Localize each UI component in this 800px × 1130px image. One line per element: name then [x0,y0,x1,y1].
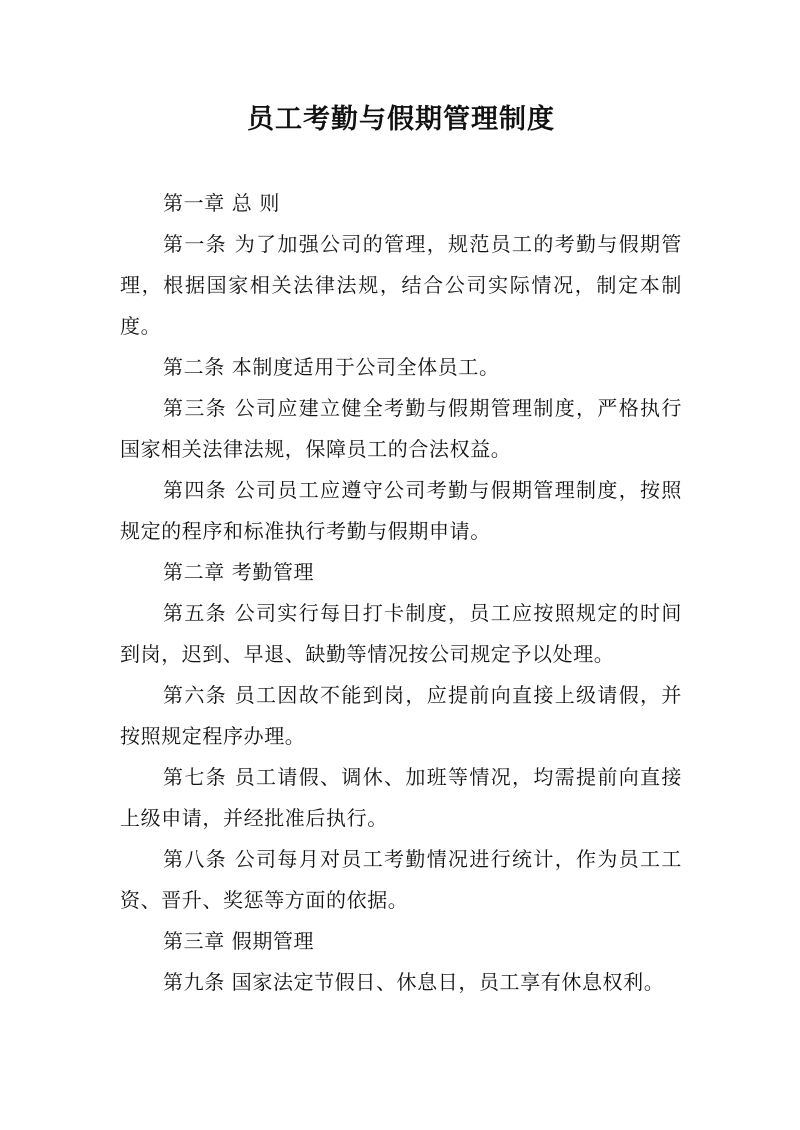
article-paragraph: 第七条 员工请假、调休、加班等情况，均需提前向直接上级申请，并经批准后执行。 [120,765,682,830]
chapter-heading: 第一章 总 则 [163,191,280,215]
article-paragraph: 第六条 员工因故不能到岗，应提前向直接上级请假，并按照规定程序办理。 [120,683,682,748]
document-title: 员工考勤与假期管理制度 [247,104,555,135]
chapter-heading: 第二章 考勤管理 [163,560,315,584]
chapter-heading: 第三章 假期管理 [163,929,315,953]
article-paragraph: 第一条 为了加强公司的管理，规范员工的考勤与假期管理，根据国家相关法律法规，结合公司实际情况，制定本制度。 [120,232,682,338]
article-paragraph: 第四条 公司员工应遵守公司考勤与假期管理制度，按照规定的程序和标准执行考勤与假期申请。 [120,478,682,543]
article-paragraph: 第五条 公司实行每日打卡制度，员工应按照规定的时间到岗，迟到、早退、缺勤等情况按公司规定予以处理。 [120,601,682,666]
article-paragraph: 第三条 公司应建立健全考勤与假期管理制度，严格执行国家相关法律法规，保障员工的合法权益。 [120,396,682,461]
article-paragraph: 第九条 国家法定节假日、休息日，员工享有休息权利。 [163,970,665,994]
document-body [120,183,682,1003]
article-paragraph: 第八条 公司每月对员工考勤情况进行统计，作为员工工资、晋升、奖惩等方面的依据。 [120,847,682,912]
article-paragraph: 第二条 本制度适用于公司全体员工。 [163,355,500,379]
